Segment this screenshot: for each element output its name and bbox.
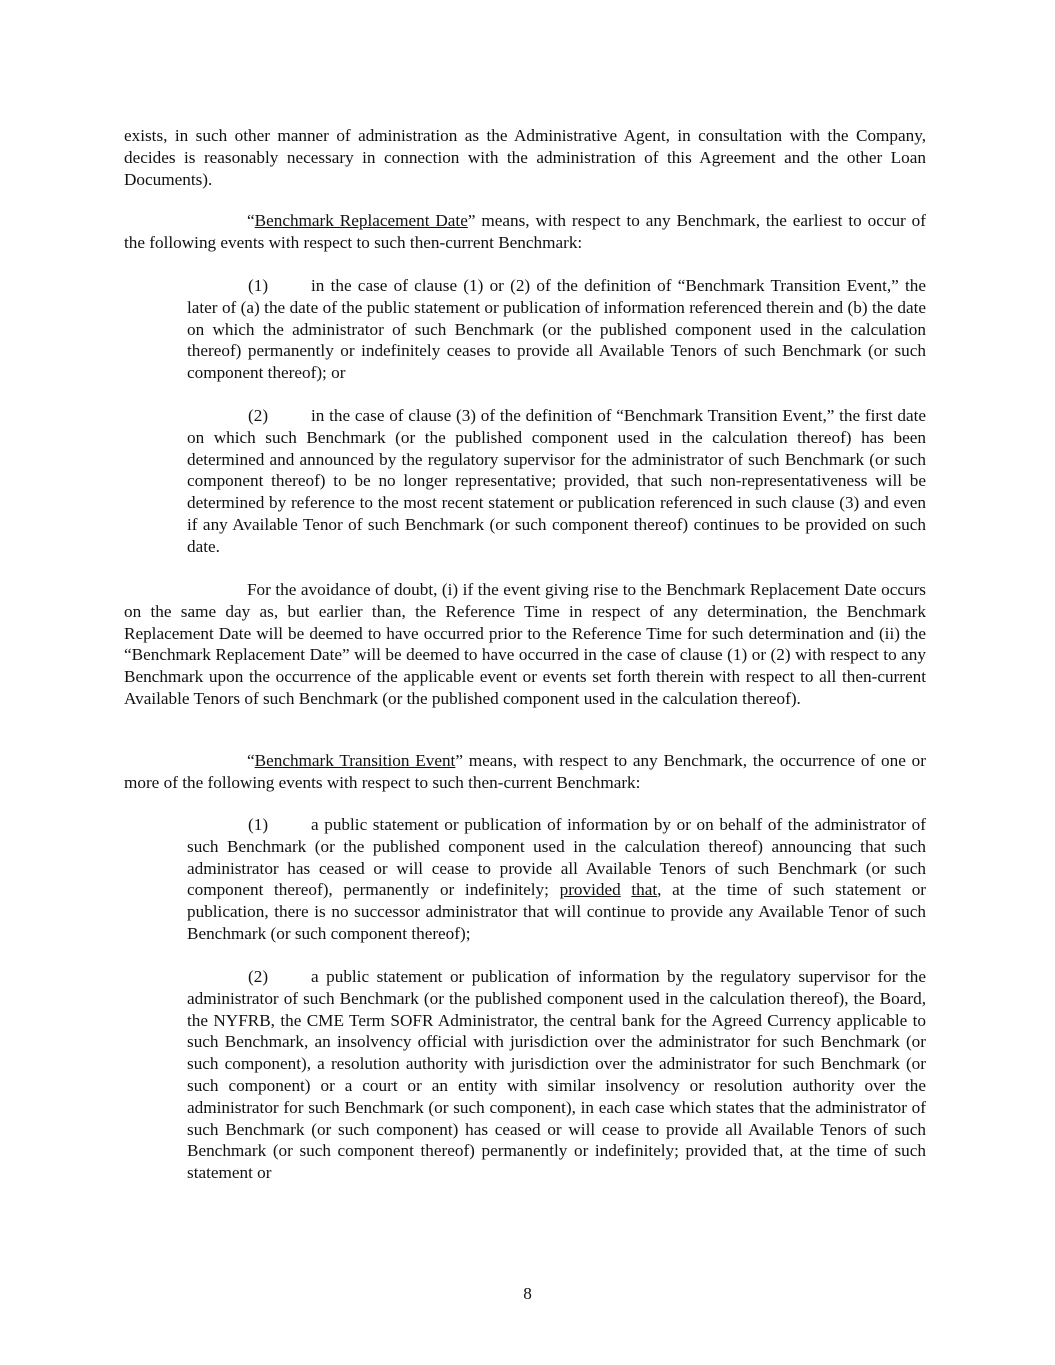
definition-text: ” means, with respect to any Benchmark, the occurrence of one or more of the following events with respect to such then-current Benchmark: — [124, 751, 926, 792]
defined-term: Benchmark Replacement Date — [254, 211, 468, 230]
benchmark-replacement-date-definition — [124, 210, 926, 254]
definition-text: ” means, with respect to any Benchmark, the earliest to occur of the following events with respect to such then-current Benchmark: — [124, 211, 926, 252]
avoidance-of-doubt-paragraph — [124, 579, 926, 710]
item-number: (2) — [248, 967, 269, 986]
bte-item-1 — [187, 814, 926, 945]
item-text-b: , at the time of such statement or publication, there is no successor administrator that will continue to provide any Available Tenor of such Benchmark (or such component thereof); — [187, 880, 927, 943]
item-number: (2) — [248, 406, 269, 425]
defined-term: Benchmark Transition Event — [254, 751, 456, 770]
benchmark-transition-event-definition — [124, 750, 926, 794]
item-number: (1) — [248, 276, 269, 295]
open-quote: “ — [247, 751, 255, 770]
paragraph-text: For the avoidance of doubt, (i) if the event giving rise to the Benchmark Replacement Date occurs on the same day as, but earlier than, the Reference Time in respect of any determination, the Benchmark Replacement Date will be deemed to have occurred prior to the Reference Time for such determination and (ii) the “Benchmark Replacement Date” will be deemed to have occurred in the case of clause (1) or (2) with respect to any Benchmark upon the occurrence of the applicable event or events set forth therein with respect to all then-current Available Tenors of such Benchmark (or the published component used in the calculation thereof). — [124, 580, 926, 708]
item-text: a public statement or publication of information by the regulatory supervisor for the administrator of such Benchmark (or the published component used in the calculation thereof), the Board, the NYFRB, the CME Term SOFR Administrator, the central bank for the Agreed Currency applicable to such Benchmark, an insolvency official with jurisdiction over the administrator for such Benchmark (or such component), a resolution authority with jurisdiction over the administrator for such Benchmark (or such component) or a court or an entity with similar insolvency or resolution authority over the administrator for such Benchmark (or such component), in each case which states that the administrator of such Benchmark (or such component) has ceased or will cease to provide all Available Tenors of such Benchmark (or such component thereof) permanently or indefinitely; provided that, at the time of such statement or — [187, 967, 926, 1183]
intro-paragraph: exists, in such other manner of administration as the Administrative Agent, in consultation with the Company, decides is reasonably necessary in connection with the administration of this Agreement and the other Loan Documents). — [124, 126, 926, 189]
item-text-a: a public statement or publication of information by or on behalf of the administrator of such Benchmark (or the published component used in the calculation thereof) announcing that such administrator has ceased or will cease to provide all Available Tenors of such Benchmark (or such component thereof), permanently or indefinitely; — [187, 815, 926, 900]
open-quote: “ — [247, 211, 255, 230]
item-number: (1) — [248, 815, 269, 834]
word-space — [621, 880, 632, 899]
item-text: in the case of clause (1) or (2) of the definition of “Benchmark Transition Event,” the later of (a) the date of the public statement or publication of information referenced therein and (b) the date on which the administrator of such Benchmark (or the published component used in the calculation thereof) permanently or indefinitely ceases to provide all Available Tenors of such Benchmark (or such component thereof); or — [187, 276, 926, 383]
item-text: in the case of clause (3) of the definition of “Benchmark Transition Event,” the first date on which such Benchmark (or the published component used in the calculation thereof) has been determined and announced by the regulatory supervisor for the administrator of such Benchmark (or such component thereof) to be no longer representative; provided, that such non-representativeness will be determined by reference to the most recent statement or publication referenced in such clause (3) and even if any Available Tenor of such Benchmark (or such component thereof) continues to be provided on such date. — [187, 406, 926, 556]
provided-word: provided — [559, 880, 621, 900]
brd-item-2 — [187, 405, 926, 558]
brd-item-1 — [187, 275, 926, 384]
bte-item-2 — [187, 966, 926, 1184]
that-word: that — [631, 880, 658, 900]
page-number: 8 — [523, 1284, 532, 1303]
